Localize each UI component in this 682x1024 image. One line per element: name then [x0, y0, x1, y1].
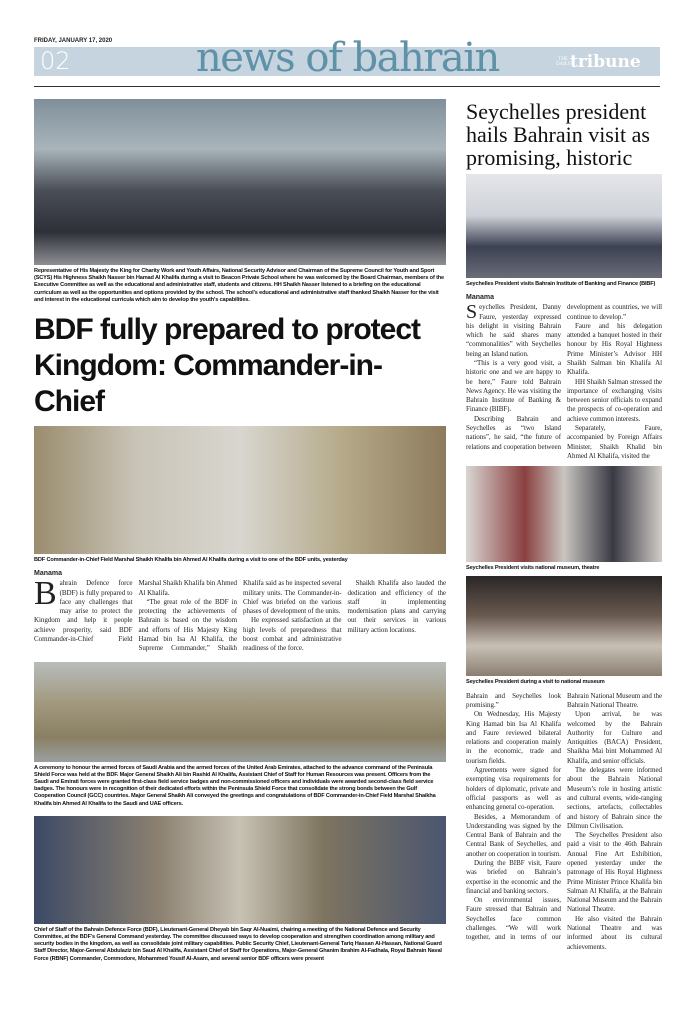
page-number: 02 — [40, 47, 71, 75]
drop-cap: B — [34, 575, 57, 613]
paragraph: eychelles President, Danny Faure, yesterday expressed his delight in visiting Bahrain which he said shares many “commonalities” with Seychelles being an Island nation. — [466, 303, 561, 358]
issue-date: FRIDAY, JANUARY 17, 2020 — [34, 38, 113, 44]
museum-visit-photo — [466, 576, 662, 676]
seychelles-dateline: Manama — [466, 294, 495, 302]
commander-photo — [34, 426, 446, 554]
bdf-article-body — [34, 575, 446, 653]
bdf-dateline: Manama — [34, 570, 63, 578]
paragraph: HH Shaikh Salman stressed the importance of exchanging visits between senior officials to expand the prospects of co-operation and achieve common interests. — [567, 377, 662, 423]
bdf-headline: BDF fully prepared to protect Kingdom: Commander-in-Chief — [34, 313, 421, 419]
museum-photo — [466, 466, 662, 562]
seychelles-article-top — [466, 303, 662, 461]
paragraph: On Wednesday, His Majesty King Hamad bin Isa Al Khalifa and Faure reviewed bilateral relations and cooperation mainly in the economic, trade and tourism fields. — [466, 710, 561, 765]
left-column — [34, 99, 446, 963]
paragraph: ahrain Defence force (BDF) is fully prepared to face any challenges that may arise to protect the Kingdom and help it people achieve prosperity, said BDF Commander-in-Chief Field Marshal Shaikh Khalifa bin Ahmed Al Khalifa. — [34, 579, 237, 643]
seychelles-headline: Seychelles president hails Bahrain visit as promising, historic — [466, 99, 650, 170]
museum-visit-caption: Seychelles President during a visit to national museum — [466, 679, 605, 686]
paragraph: The delegates were informed about the Bahrain National Museum’s role in hosting artistic and cultural events, wide-ranging sections, artefacts, collectables and history of Bahrain since the Dilmun Civilisation. — [567, 766, 662, 830]
paragraph: During the BIBF visit, Faure was briefed on Bahrain’s expertise in the economic and the financial and banking sectors. — [466, 859, 561, 895]
paragraph: Separately, Faure, accompanied by Foreign Affairs Minister, Shaikh Khalid bin Ahmed Al Khalifa, visited the — [567, 424, 662, 460]
school-visit-caption: Representative of His Majesty the King for Charity Work and Youth Affairs, National Security Advisor and Chairman of the Supreme Council for Youth and Sport (SCYS) His Highness Shaikh Nasser bin Hamad Al Khalifa during a visit to Beacon Private School where he was welcomed by the Board Chairman, members of the Executive Committee as well as the educational and administrative staff, students and citizens. HH Shaikh Nasser listened to a briefing on the educational curriculum as well as the opportunities and options provided by the school. The school's educational and administrative staff thanked Shaikh Nasser for the visit and interest in the educational curricula which aim to develop the youth's capabilities. — [34, 268, 445, 303]
paragraph: Faure and his delegation attended a banquet hosted in their honour by His Royal Highness Prime Minister’s Advisor HH Shaikh Salman bin Khalifa Al Khalifa. — [567, 321, 662, 377]
section-title: news of bahrain — [196, 35, 499, 81]
paragraph: “This is a very good visit, a historic one and we are happy to be here,” Faure told Bahrain News Agency. He was visiting the Bahrain Institute of Banking & Finance (BIBF). — [466, 358, 561, 414]
paragraph: Upon arrival, he was welcomed by the Bahrain Authority for Culture and Antiquities (BACA) President, Shaikha Mai bint Mohammed Al Khalifa, and senior officials. — [567, 710, 662, 765]
paragraph: He also visited the Bahrain National Theatre and was informed about its cultural achievements. — [567, 914, 662, 951]
seychelles-article-bottom — [466, 692, 662, 952]
tribune-logo — [556, 52, 641, 72]
school-visit-photo — [34, 99, 446, 265]
header-rule — [34, 86, 660, 87]
ceremony-caption: A ceremony to honour the armed forces of Saudi Arabia and the armed forces of the United Arab Emirates, attached to the advance command of the Peninsula Shield Force was held at the BDF. Major General Shaikh Ali bin Rashid Al Khalifa, Assistant Chief of Staff for Human Resources was present. Officers from the Saudi and Emirati forces were granted first-class field service badges and non-commissioned officers and individuals were awarded second-class field service badges. The honours were in recognition of their dedicated efforts within the Peninsula Shield Force that consolidate the strong bonds between the Gulf Cooperation Council (GCC) countries. Major General Shaikh Ali conveyed the greetings and congratulations of BDF Commander-in-Chief Field Marshal Shaikha Khalifa bin Ahmed Al Khalifa to the Saudi and UAE officers. — [34, 764, 436, 807]
paragraph: Besides, a Memorandum of Understanding was signed by the Central Bank of Bahrain and the Central Bank of Seychelles, and another on cooperation in tourism. — [466, 812, 561, 858]
paragraph: Shaikh Khalifa also lauded the dedication and efficiency of the staff in implementing modernisation plans and carrying out their services in various military action locations. — [347, 579, 446, 634]
drop-cap: S — [466, 301, 478, 324]
paragraph: The Seychelles President also paid a visit to the 46th Bahrain Annual Fine Art Exhibition, opened yesterday under the patronage of His Royal Highness Prime Minister Prince Khalifa bin Salman Al Khalifa, at the Bahrain National Museum and the Bahrain National Theatre. — [567, 831, 662, 914]
paragraph: “The great role of the BDF in protecting the achievements of Bahrain is based on the wisdom and efforts of His Majesty King Hamad bin Isa Al Khalifa, the Supreme Commander,” Shaikh Khalifa said as he inspected several military units. The Commander-in-Chief was briefed on the various phases of development of the units. — [138, 579, 342, 653]
paragraph: Bahrain and Seychelles look promising.” — [466, 691, 561, 709]
bibf-photo — [466, 174, 662, 278]
paragraph: On environmental issues, Faure stressed that Bahrain and Seychelles face common challenges. “We will work together, and in terms of our Bahrain National Museum and the Bahrain National Theatre. — [466, 691, 662, 942]
meeting-caption: Chief of Staff of the Bahrain Defence Force (BDF), Lieutenant-General Dheyab bin Saqr Al-Nuaimi, chairing a meeting of the National Defence and Security Committee, at the BDF’s General Command yesterday. The committee discussed ways to develop cooperation and strengthen coordination among military and security bodies in the kingdom, as well as consolidate joint military capabilities. Public Security Chief, Lieutenant-General Tariq Hassan Al-Hassan, National Guard Staff Director, Major-General Abdulaziz bin Saud Al Khalifa, Assistant Chief of Staff for Operations, Major-General Ghanim Ibrahim Al-Fadhala, Royal Bahrain Naval Force (RBNF) Commander, Commodore, Mohammed Yousif Al-Asam, and several senior BDF officers were present — [34, 926, 442, 962]
ceremony-photo — [34, 662, 446, 762]
logo-small-text: THE DAILY — [556, 57, 572, 67]
logo-big-text: tribune — [570, 52, 641, 72]
paragraph: He expressed satisfaction at the high levels of preparedness that boost combat and administrative readiness of the force. — [243, 616, 342, 653]
meeting-photo — [34, 816, 446, 924]
paragraph: Describing Bahrain and Seychelles as “two Island nations”, he said, “the future of relations and cooperation between development as countries, we will continue to develop.” — [466, 303, 662, 451]
commander-caption: BDF Commander-in-Chief Field Marshal Shaikh Khalifa bin Ahmed Al Khalifa during a visit to one of the BDF units, yesterday — [34, 557, 348, 564]
right-column — [466, 100, 662, 952]
bibf-caption: Seychelles President visits Bahrain Institute of Banking and Finance (BIBF) — [466, 281, 656, 287]
museum-caption: Seychelles President visits national museum, theatre — [466, 565, 600, 572]
paragraph: Agreements were signed for exempting visa requirements for holders of diplomatic, private and official passports as well as enhancing general co-operation. — [466, 766, 561, 812]
